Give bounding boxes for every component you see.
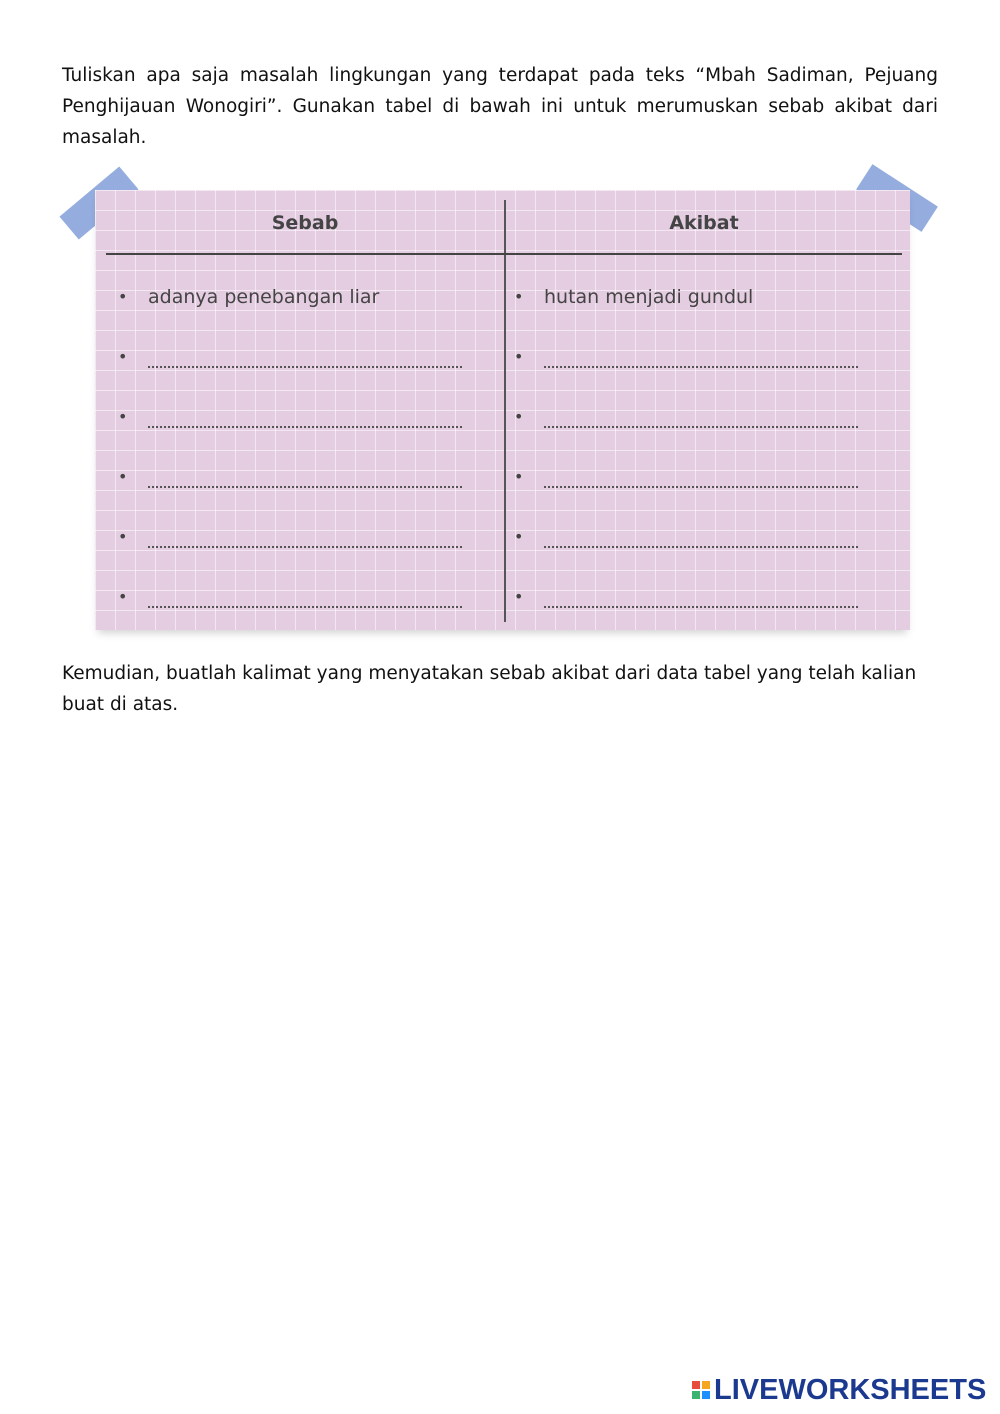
bullet: • (118, 287, 128, 306)
bullet: • (514, 467, 524, 486)
cause-answer-blank[interactable] (148, 526, 462, 548)
bullet: • (514, 347, 524, 366)
logo-icon (692, 1381, 710, 1399)
cause-answer-row (118, 338, 462, 368)
cause-answer-blank[interactable] (148, 406, 462, 428)
bullet: • (514, 587, 524, 606)
effect-answer-blank[interactable] (544, 466, 858, 488)
logo-square-icon (702, 1391, 710, 1399)
effect-answer-blank[interactable] (544, 586, 858, 608)
effect-example-text: hutan menjadi gundul (544, 286, 754, 308)
effect-answer-row (514, 398, 858, 428)
logo-square-icon (692, 1381, 700, 1389)
liveworksheets-logo (692, 1372, 986, 1408)
cause-example-text: adanya penebangan liar (148, 286, 380, 308)
effect-answer-row (514, 578, 858, 608)
effect-answer-blank[interactable] (544, 346, 858, 368)
bullet: • (514, 287, 524, 306)
bullet: • (514, 407, 524, 426)
bullet: • (118, 467, 128, 486)
header-akibat: Akibat (669, 212, 739, 234)
effect-answer-row (514, 338, 858, 368)
effect-answer-row (514, 518, 858, 548)
bullet: • (514, 527, 524, 546)
cause-example-row (118, 278, 379, 308)
followup-instruction-text: Kemudian, buatlah kalimat yang menyatakan sebab akibat dari data tabel yang telah kalian buat di atas. (62, 663, 917, 715)
effect-answer-blank[interactable] (544, 526, 858, 548)
effect-example-row (514, 278, 753, 308)
header-divider (106, 253, 902, 255)
bullet: • (118, 407, 128, 426)
bullet: • (118, 347, 128, 366)
effect-answer-row (514, 458, 858, 488)
bullet: • (118, 527, 128, 546)
column-divider (504, 200, 506, 622)
cause-answer-row (118, 578, 462, 608)
cause-answer-blank[interactable] (148, 346, 462, 368)
cause-answer-row (118, 398, 462, 428)
logo-text: LIVEWORKSHEETS (714, 1373, 987, 1406)
bullet: • (118, 587, 128, 606)
cause-answer-blank[interactable] (148, 586, 462, 608)
effect-answer-blank[interactable] (544, 406, 858, 428)
header-sebab: Sebab (271, 212, 339, 234)
instruction-text: Tuliskan apa saja masalah lingkungan yang terdapat pada teks “Mbah Sadiman, Pejuang Penghijauan Wonogiri”. Gunakan tabel di bawah ini untuk merumuskan sebab akibat dari masalah. (62, 65, 938, 148)
logo-square-icon (692, 1391, 700, 1399)
logo-square-icon (702, 1381, 710, 1389)
cause-answer-row (118, 458, 462, 488)
cause-answer-row (118, 518, 462, 548)
cause-answer-blank[interactable] (148, 466, 462, 488)
